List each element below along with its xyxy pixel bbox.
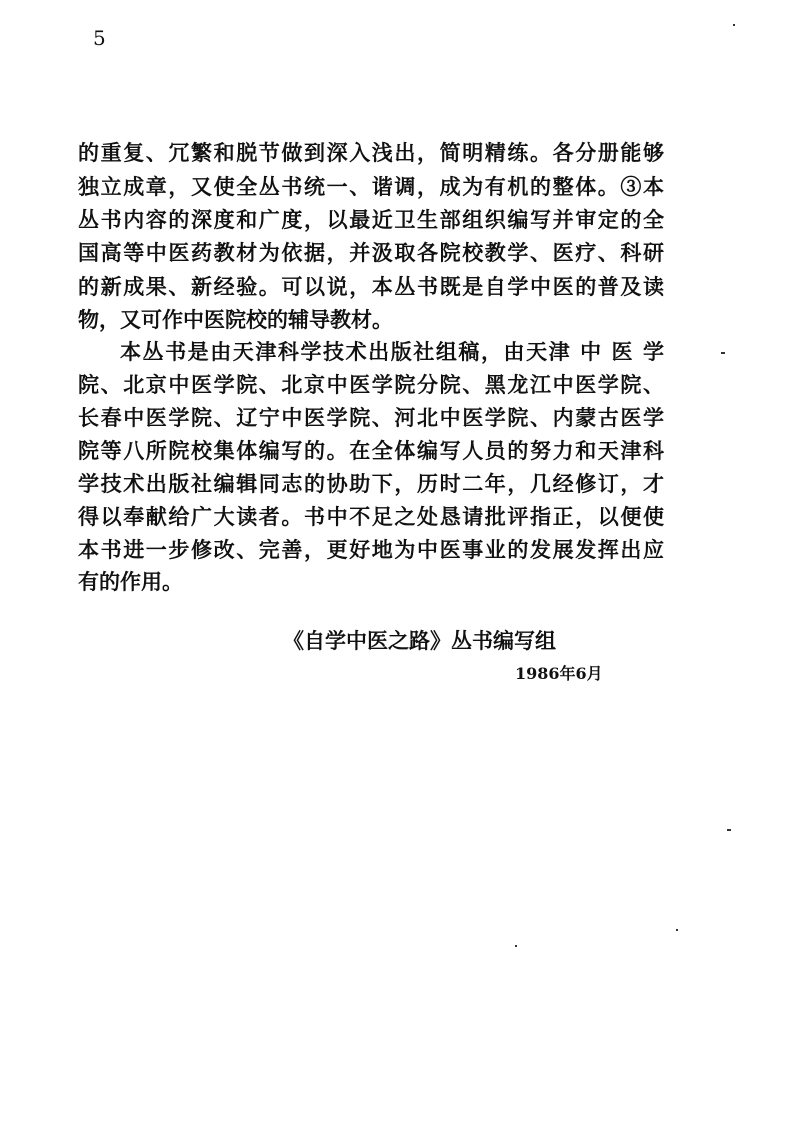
text-line: 长春中医学院、辽宁中医学院、河北中医学院、内蒙古医学 — [78, 405, 664, 430]
text-line: 独立成章，又使全丛书统一、谐调，成为有机的整体。③本 — [78, 174, 664, 199]
text-line: 丛书内容的深度和广度，以最近卫生部组织编写并审定的全 — [78, 207, 664, 232]
page-number: 5 — [93, 26, 106, 50]
text-line: 本书进一步修改、完善，更好地为中医事业的发展发挥出应 — [78, 537, 664, 562]
date: 1986年6月 — [515, 664, 603, 683]
text-line: 有的作用。 — [78, 569, 183, 594]
text-line: 院、北京中医学院、北京中医学院分院、黑龙江中医学院、 — [78, 372, 664, 397]
scan-speck — [721, 352, 725, 354]
text-line: 的新成果、新经验。可以说，本丛书既是自学中医的普及读 — [78, 274, 664, 299]
text-line: 得以奉献给广大读者。书中不足之处恳请批评指正，以便使 — [78, 504, 664, 529]
text-line: 院等八所院校集体编写的。在全体编写人员的努力和天津科 — [78, 438, 664, 463]
text-line: 本丛书是由天津科学技术出版社组稿，由天津 中 医 学 — [120, 339, 664, 364]
text-line: 物，又可作中医院校的辅导教材。 — [78, 307, 393, 332]
signature: 《自学中医之路》丛书编写组 — [283, 628, 556, 653]
scan-speck — [727, 829, 731, 831]
scan-speck — [733, 24, 735, 26]
text-line: 学技术出版社编辑同志的协助下，历时二年，几经修订，才 — [78, 471, 664, 496]
scan-speck — [515, 945, 517, 947]
scan-speck — [676, 929, 678, 931]
text-line: 的重复、冗繁和脱节做到深入浅出，简明精练。各分册能够 — [78, 140, 664, 165]
text-line: 国高等中医药教材为依据，并汲取各院校教学、医疗、科研 — [78, 240, 664, 265]
